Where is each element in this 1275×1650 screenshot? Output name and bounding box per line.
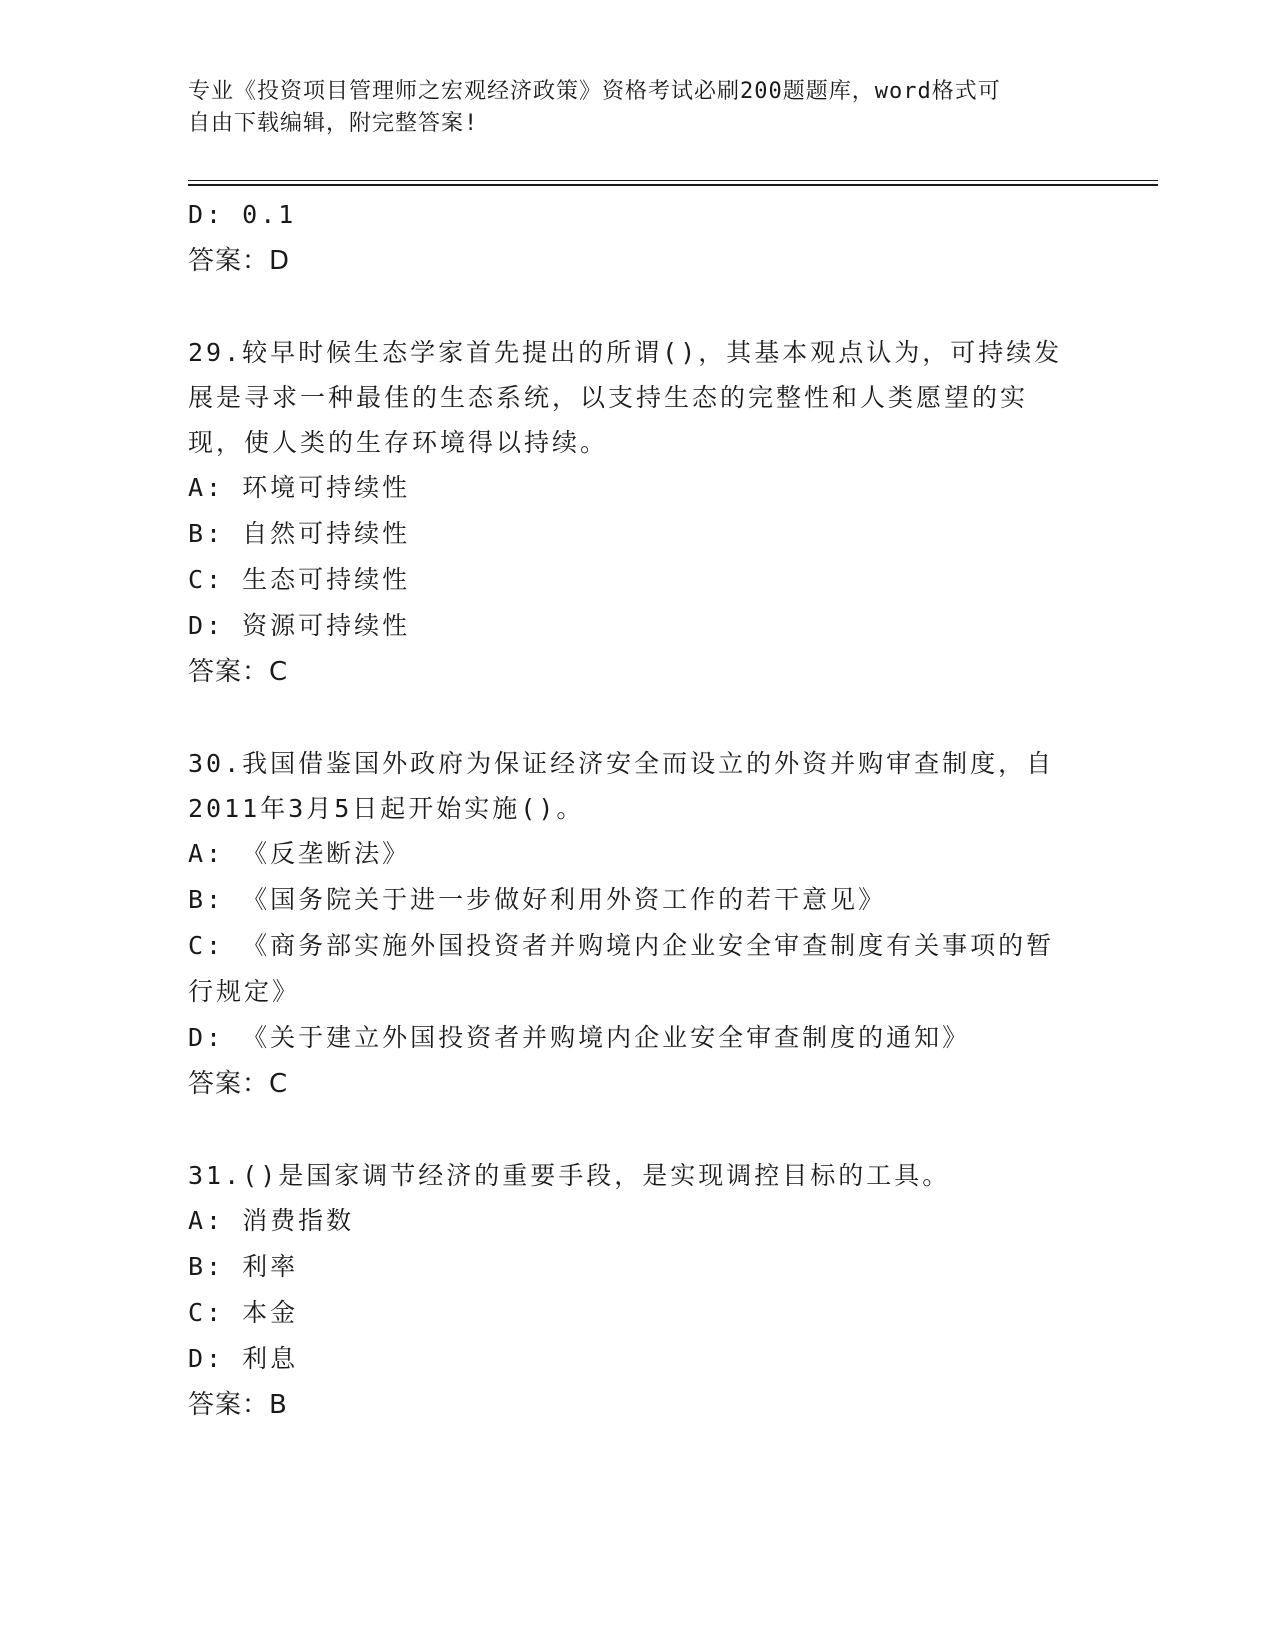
answer: 答案：B: [188, 1390, 288, 1420]
question-30: [188, 741, 1088, 1107]
option-b: B: 《国务院关于进一步做好利用外资工作的若干意见》: [188, 885, 887, 914]
option-a: A: 消费指数: [188, 1206, 355, 1235]
header-line-1: 专业《投资项目管理师之宏观经济政策》资格考试必刷200题题库，word格式可: [188, 79, 1001, 104]
question-29: [188, 330, 1088, 695]
option-d: D: 《关于建立外国投资者并购境内企业安全审查制度的通知》: [188, 1023, 971, 1052]
header-rule-thick: [188, 184, 1158, 186]
answer: 答案：D: [188, 246, 291, 276]
option-b: B: 自然可持续性: [188, 519, 411, 548]
option-d: D: 利息: [188, 1344, 299, 1373]
answer: 答案：C: [188, 1069, 289, 1099]
option-a: A: 环境可持续性: [188, 473, 411, 502]
option-c: C: 《商务部实施外国投资者并购境内企业安全审查制度有关事项的暂: [188, 931, 1055, 960]
question-stem: 2011年3月5日起开始实施()。: [188, 794, 585, 823]
question-stem: 29.较早时候生态学家首先提出的所谓()，其基本观点认为，可持续发: [188, 338, 1063, 367]
option-c: C: 生态可持续性: [188, 565, 411, 594]
document-header: [188, 76, 1088, 140]
question-stem: 现，使人类的生存环境得以持续。: [188, 428, 609, 457]
spacer: [188, 695, 1088, 741]
question-stem: 30.我国借鉴国外政府为保证经济安全而设立的外资并购审查制度，自: [188, 749, 1055, 778]
question-31: [188, 1153, 1088, 1428]
option-c-continued: 行规定》: [188, 977, 301, 1006]
question-stem: 展是寻求一种最佳的生态系统，以支持生态的完整性和人类愿望的实: [188, 383, 1029, 412]
answer: 答案：C: [188, 657, 289, 687]
option-d: D: 0.1: [188, 200, 297, 229]
prev-question: [188, 192, 1088, 284]
option-d: D: 资源可持续性: [188, 611, 411, 640]
spacer: [188, 284, 1088, 330]
question-list: [188, 192, 1088, 1428]
question-stem: 31.()是国家调节经济的重要手段，是实现调控目标的工具。: [188, 1161, 951, 1190]
header-rule-thin: [188, 180, 1158, 181]
option-b: B: 利率: [188, 1252, 299, 1281]
option-a: A: 《反垄断法》: [188, 839, 411, 868]
spacer: [188, 1107, 1088, 1153]
option-c: C: 本金: [188, 1298, 299, 1327]
header-line-2: 自由下载编辑，附完整答案!: [188, 111, 479, 136]
